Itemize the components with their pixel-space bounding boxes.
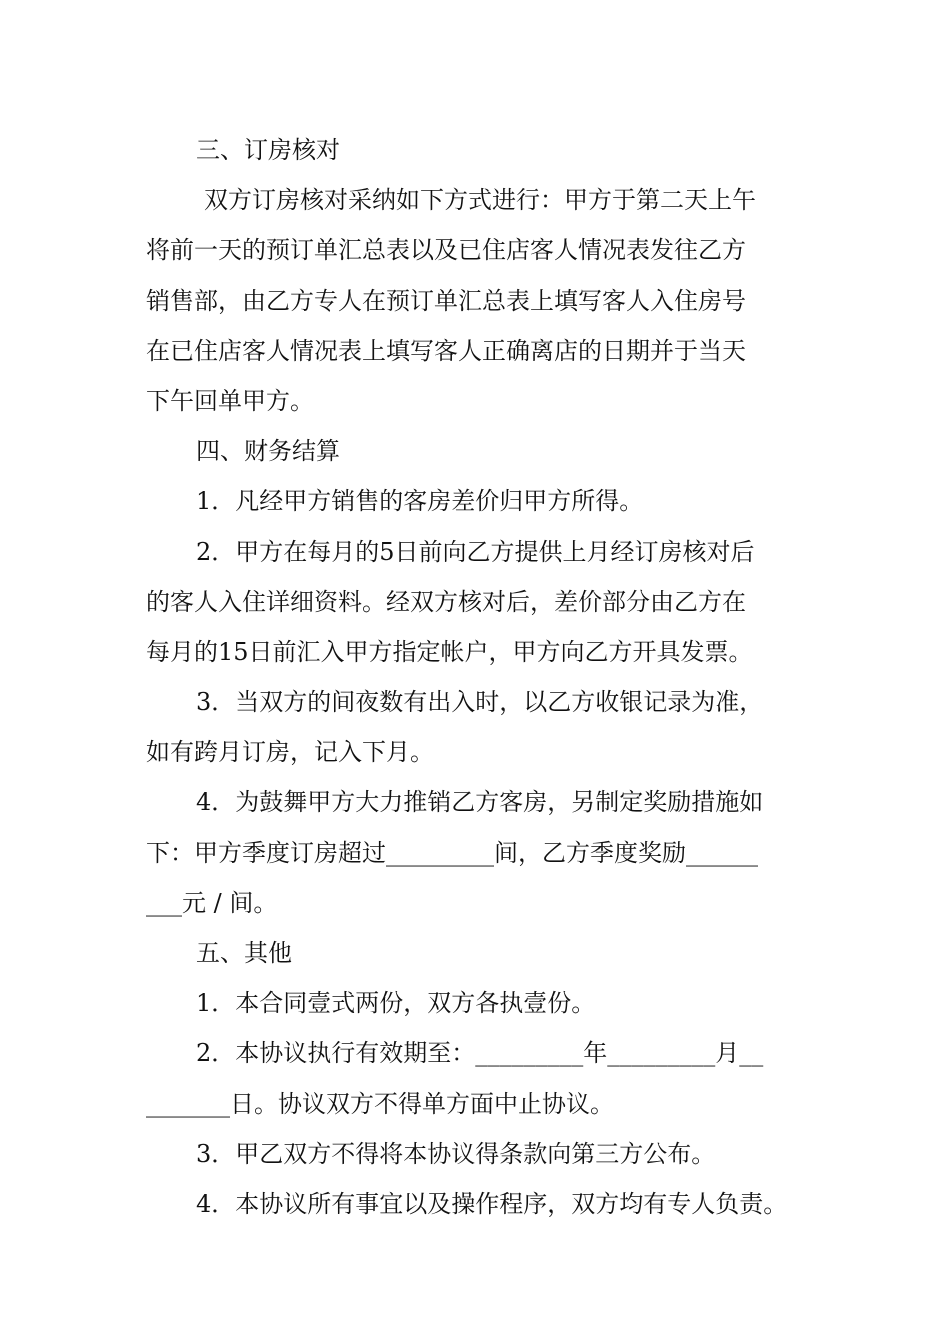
list-item-line: 3．当双方的间夜数有出入时，以乙方收银记录为准， bbox=[196, 688, 764, 717]
paragraph-line: 的客人入住详细资料。经双方核对后，差价部分由乙方在 bbox=[146, 587, 746, 616]
document-body bbox=[146, 125, 818, 1229]
paragraph-line: 下午回单甲方。 bbox=[146, 386, 314, 415]
section-heading-4: 四、财务结算 bbox=[196, 437, 340, 466]
section-heading-3: 三、订房核对 bbox=[196, 136, 340, 164]
paragraph-line: 双方订房核对采纳如下方式进行：甲方于第二天上午 bbox=[204, 186, 756, 215]
paragraph-line: _______日。协议双方不得单方面中止协议。 bbox=[146, 1089, 614, 1118]
paragraph-line: 在已住店客人情况表上填写客人正确离店的日期并于当天 bbox=[146, 336, 746, 365]
section-heading-5: 五、其他 bbox=[196, 939, 292, 967]
list-item-line: 4．本协议所有事宜以及操作程序，双方均有专人负责。 bbox=[196, 1189, 788, 1218]
paragraph-line: 每月的15日前汇入甲方指定帐户，甲方向乙方开具发票。 bbox=[146, 637, 753, 666]
list-item-line: 2．甲方在每月的5日前向乙方提供上月经订房核对后 bbox=[196, 537, 755, 566]
list-item-line: 3．甲乙双方不得将本协议得条款向第三方公布。 bbox=[196, 1139, 716, 1168]
paragraph-line: ___元 / 间。 bbox=[146, 888, 278, 917]
paragraph-line: 将前一天的预订单汇总表以及已住店客人情况表发往乙方 bbox=[146, 236, 746, 265]
list-item-line: 1．本合同壹式两份，双方各执壹份。 bbox=[196, 989, 596, 1018]
list-item-line: 2．本协议执行有效期至：_________年_________月__ bbox=[196, 1039, 764, 1068]
paragraph-line: 下：甲方季度订房超过_________间，乙方季度奖励______ bbox=[146, 838, 758, 867]
paragraph-line: 销售部，由乙方专人在预订单汇总表上填写客人入住房号 bbox=[146, 286, 746, 315]
paragraph-line: 如有跨月订房，记入下月。 bbox=[146, 738, 434, 767]
list-item-line: 4．为鼓舞甲方大力推销乙方客房，另制定奖励措施如 bbox=[196, 788, 764, 817]
list-item-line: 1．凡经甲方销售的客房差价归甲方所得。 bbox=[196, 487, 644, 516]
